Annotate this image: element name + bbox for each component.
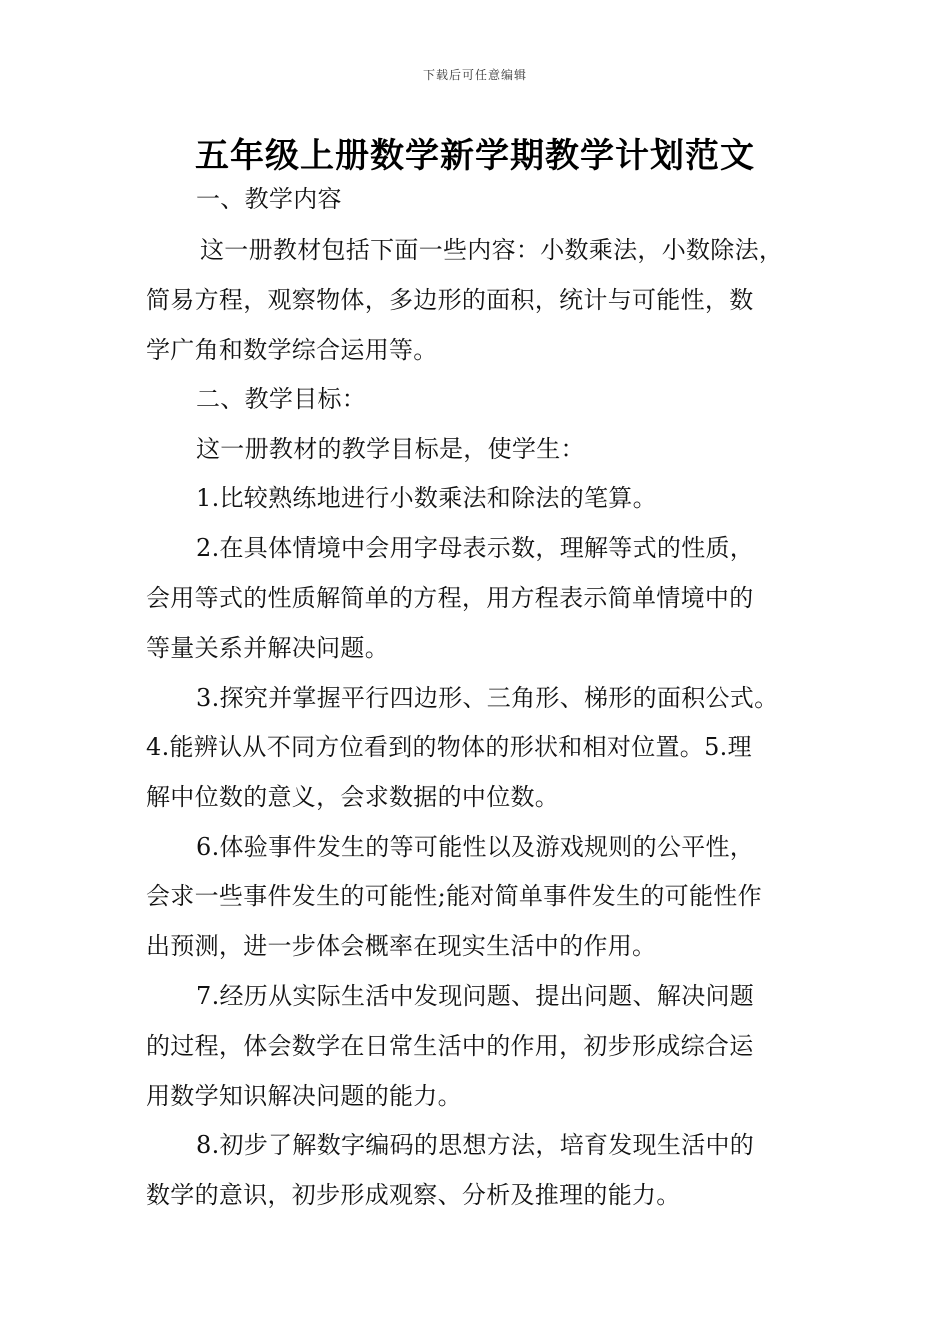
paragraph-line: 这一册教材包括下面一些内容：小数乘法，小数除法， (200, 236, 784, 264)
goal-item-4-5: 4.能辨认从不同方位看到的物体的形状和相对位置。5.理 (146, 733, 752, 761)
goal-item-2: 2.在具体情境中会用字母表示数，理解等式的性质， (196, 534, 755, 562)
goal-item-1: 1.比较熟练地进行小数乘法和除法的笔算。 (196, 484, 657, 512)
header-note: 下载后可任意编辑 (422, 68, 527, 82)
goal-item-6: 6.体验事件发生的等可能性以及游戏规则的公平性， (196, 833, 755, 861)
paragraph-line: 简易方程，观察物体，多边形的面积，统计与可能性，数 (146, 286, 754, 314)
paragraph-line: 等量关系并解决问题。 (146, 634, 389, 662)
goal-item-7: 7.经历从实际生活中发现问题、提出问题、解决问题 (196, 982, 755, 1010)
paragraph-line: 学广角和数学综合运用等。 (146, 336, 438, 364)
section-heading-content: 一、教学内容 (196, 185, 342, 213)
paragraph-line: 会用等式的性质解简单的方程，用方程表示简单情境中的 (146, 584, 754, 612)
paragraph-line: 解中位数的意义，会求数据的中位数。 (146, 783, 560, 811)
paragraph-line: 数学的意识，初步形成观察、分析及推理的能力。 (146, 1181, 681, 1209)
paragraph-line: 出预测，进一步体会概率在现实生活中的作用。 (146, 932, 657, 960)
goal-item-3: 3.探究并掌握平行四边形、三角形、梯形的面积公式。 (196, 684, 779, 712)
paragraph-line: 的过程，体会数学在日常生活中的作用，初步形成综合运 (146, 1032, 754, 1060)
document-title: 五年级上册数学新学期教学计划范文 (195, 136, 755, 176)
paragraph-line: 会求一些事件发生的可能性;能对简单事件发生的可能性作 (146, 882, 762, 910)
goal-item-8: 8.初步了解数字编码的思想方法，培育发现生活中的 (196, 1131, 755, 1159)
paragraph-line: 用数学知识解决问题的能力。 (146, 1082, 462, 1110)
section-heading-goals: 二、教学目标： (196, 385, 367, 413)
paragraph-line: 这一册教材的教学目标是，使学生： (196, 435, 585, 463)
